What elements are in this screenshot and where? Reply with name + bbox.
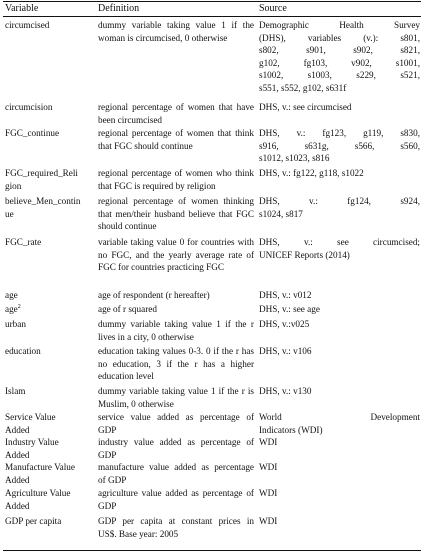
cell-line: Added	[5, 500, 30, 511]
cell-line: US$. Base year: 2005	[98, 528, 179, 539]
cell-source	[259, 289, 420, 302]
cell-line: regional percentage of women that have	[98, 102, 254, 112]
cell-line: GDP per capita	[5, 516, 62, 526]
cell-line: that FGC should continue	[98, 140, 193, 151]
cell-line: s916, s631g, s566, s560,	[259, 140, 420, 151]
cell-line: dummy variable taking value 1 if the	[98, 20, 254, 30]
cell-line: DHS, v.: fg122, g118, s1022	[259, 168, 364, 178]
cell-variable	[5, 385, 97, 398]
cell-line: Service Value	[5, 412, 56, 422]
cell-definition	[98, 318, 254, 343]
cell-source	[259, 101, 420, 114]
cell-source	[259, 487, 420, 500]
cell-line: regional percentage of women thinking	[98, 196, 254, 206]
cell-definition	[98, 345, 254, 383]
cell-line: FGC_required_Reli	[5, 168, 78, 178]
cell-source	[259, 236, 420, 261]
cell-line: s802, s901, s902, s821,	[259, 45, 420, 56]
cell-line: DHS, v.: see circumcised	[259, 102, 352, 112]
cell-definition	[98, 236, 254, 274]
cell-line: WDI	[259, 437, 278, 447]
cell-line: DHS, v.: v130	[259, 386, 312, 396]
cell-line: no FGC, and the yearly average rate of	[98, 249, 254, 260]
cell-source	[259, 167, 420, 180]
cell-line: agriculture value added as percentage of	[98, 488, 254, 498]
cell-line: (DHS), variables (v.): s801,	[259, 32, 420, 43]
cell-line: no education, 3 if the r has a higher	[98, 358, 254, 369]
cell-source	[259, 345, 420, 358]
cell-line: WDI	[259, 462, 278, 472]
cell-source	[259, 436, 420, 449]
header-source: Source	[259, 3, 287, 14]
cell-line: of GDP	[98, 474, 127, 485]
cell-variable	[5, 303, 97, 316]
cell-definition	[98, 127, 254, 152]
cell-source	[259, 303, 420, 316]
cell-line: FGC_continue	[5, 128, 60, 138]
cell-variable	[5, 195, 97, 220]
cell-line: variable taking value 0 for countries with	[98, 237, 254, 247]
table-top-rule	[3, 1, 421, 2]
table-bottom-rule	[3, 550, 421, 551]
cell-variable	[5, 236, 97, 249]
cell-source	[259, 127, 420, 165]
cell-line: Added	[5, 474, 30, 485]
cell-line: manufacture value added as percentage	[98, 462, 254, 472]
header-definition: Definition	[98, 3, 140, 14]
cell-definition	[98, 461, 254, 486]
cell-line: DHS, v.: see age	[259, 304, 320, 314]
cell-line: education	[5, 346, 41, 356]
cell-variable	[5, 19, 97, 32]
cell-variable	[5, 101, 97, 114]
cell-line: woman is circumcised, 0 otherwise	[98, 32, 228, 43]
cell-line: circumcised	[5, 20, 50, 30]
cell-line: g102, fg103, v902, s1001,	[259, 57, 420, 68]
cell-definition	[98, 411, 254, 436]
cell-line: that FGC is required by religion	[98, 180, 216, 191]
cell-line: dummy variable taking value 1 if the r	[98, 319, 254, 329]
cell-line: Agriculture Value	[5, 488, 71, 498]
cell-line: DHS, v.: v012	[259, 290, 312, 300]
cell-variable	[5, 167, 97, 192]
cell-definition	[98, 487, 254, 512]
cell-definition	[98, 19, 254, 44]
cell-line: DHS, v.:v025	[259, 319, 310, 329]
cell-line: DHS, v.: see circumcised;	[259, 237, 420, 247]
cell-variable	[5, 436, 97, 461]
cell-line: age of r squared	[98, 304, 157, 314]
cell-source	[259, 19, 420, 95]
cell-line: Added	[5, 449, 30, 460]
cell-line: lives in a city, 0 otherwise	[98, 331, 194, 342]
cell-variable	[5, 411, 97, 436]
cell-line: circumcision	[5, 102, 53, 112]
cell-line: age	[5, 290, 18, 300]
cell-line: age of respondent (r hereafter)	[98, 290, 210, 300]
cell-line: GDP	[98, 424, 117, 435]
cell-line: DHS, v.: fg123, g119, s830,	[259, 128, 420, 138]
cell-line: been circumcised	[98, 114, 163, 125]
cell-line: FGC for countries practicing FGC	[98, 262, 225, 273]
cell-line: FGC_rate	[5, 237, 42, 247]
cell-line: regional percentage of women that think	[98, 128, 254, 138]
cell-variable	[5, 345, 97, 358]
cell-line: dummy variable taking value 1 if the r is	[98, 386, 254, 396]
cell-line: gion	[5, 180, 22, 191]
cell-line: WDI	[259, 516, 278, 526]
cell-line: education level	[98, 371, 154, 382]
cell-line: Added	[5, 424, 30, 435]
cell-line: s551, s552, g102, s631f	[259, 82, 347, 93]
cell-line: UNICEF Reports (2014)	[259, 249, 350, 260]
cell-line: ue	[5, 208, 14, 219]
cell-definition	[98, 385, 254, 410]
cell-definition	[98, 101, 254, 126]
cell-line: DHS, v.: v106	[259, 346, 312, 356]
cell-line: GDP	[98, 500, 117, 511]
cell-line: GDP per capita at constant prices in	[98, 516, 254, 526]
cell-variable	[5, 127, 97, 140]
cell-line: regional percentage of women who think	[98, 168, 254, 178]
cell-variable	[5, 515, 97, 528]
cell-line: World Development	[259, 412, 420, 422]
cell-line: urban	[5, 319, 26, 329]
cell-definition	[98, 515, 254, 540]
cell-line: should continue	[98, 221, 157, 232]
cell-definition	[98, 303, 254, 316]
cell-line: service value added as percentage of	[98, 412, 254, 422]
cell-line: believe_Men_contin	[5, 196, 81, 206]
cell-line: s1024, s817	[259, 208, 303, 219]
cell-source	[259, 385, 420, 398]
cell-definition	[98, 289, 254, 302]
cell-source	[259, 515, 420, 528]
cell-line: Demographic Health Survey	[259, 20, 420, 30]
cell-variable	[5, 487, 97, 512]
cell-line: Industry Value	[5, 437, 59, 447]
cell-line: s1012, s1023, s816	[259, 153, 330, 164]
cell-source	[259, 461, 420, 474]
cell-definition	[98, 436, 254, 461]
cell-line: Muslim, 0 otherwise	[98, 398, 174, 409]
header-variable: Variable	[5, 3, 39, 14]
cell-definition	[98, 167, 254, 192]
cell-variable	[5, 461, 97, 486]
cell-source	[259, 195, 420, 220]
cell-line: s1002, s1003, s229, s521,	[259, 70, 420, 81]
header-rule	[3, 16, 421, 17]
cell-line: education taking values 0-3. 0 if the r has	[98, 346, 254, 356]
cell-line: WDI	[259, 488, 278, 498]
cell-line: industry value added as percentage of	[98, 437, 254, 447]
cell-line: age$^2$	[5, 304, 21, 314]
cell-line: that men/their husband believe that FGC	[98, 208, 254, 219]
cell-source	[259, 411, 420, 436]
cell-line: GDP	[98, 449, 117, 460]
cell-variable	[5, 318, 97, 331]
superscript: 2	[17, 304, 21, 310]
cell-source	[259, 318, 420, 331]
cell-definition	[98, 195, 254, 233]
cell-line: Indicators (WDI)	[259, 424, 323, 435]
cell-line: DHS, v.: fg124, s924,	[259, 196, 420, 206]
cell-line: Manufacture Value	[5, 462, 75, 472]
cell-variable	[5, 289, 97, 302]
cell-line: Islam	[5, 386, 26, 396]
